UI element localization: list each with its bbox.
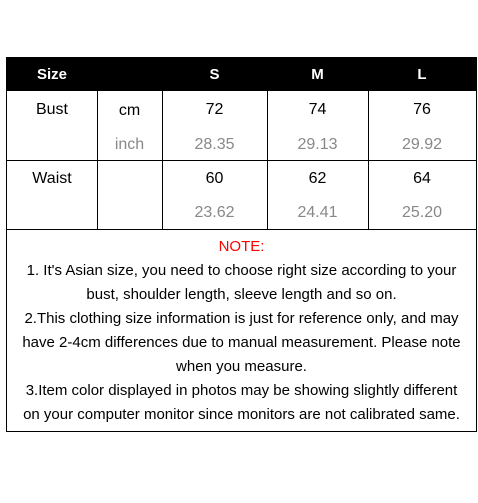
note-line: when you measure. [176, 358, 307, 375]
header-m: M [311, 66, 324, 83]
value-inch: 23.62 [194, 204, 235, 221]
value-inch: 24.41 [297, 204, 338, 221]
value-cm: 76 [413, 101, 431, 118]
value-inch: 25.20 [401, 204, 443, 221]
value-inch: 29.92 [401, 136, 443, 153]
note-line: 2.This clothing size information is just for reference only, and may [24, 310, 459, 327]
value-inch: 29.13 [297, 136, 338, 153]
row-label: Waist [32, 170, 72, 187]
note-title: NOTE: [218, 238, 265, 255]
table-header [7, 58, 476, 91]
header-s: S [209, 66, 220, 83]
header-l: L [417, 66, 427, 83]
value-cm: 60 [205, 170, 224, 187]
value-cm: 72 [205, 101, 224, 118]
value-cm: 62 [308, 170, 327, 187]
note-line: on your computer monitor since monitors are not calibrated same. [23, 406, 460, 423]
note-section [7, 230, 476, 427]
value-cm: 64 [413, 170, 431, 187]
note-line: have 2-4cm differences due to manual measurement. Please note [22, 334, 461, 351]
row-divider [7, 160, 476, 161]
note-line: bust, shoulder length, sleeve length and so on. [86, 286, 397, 303]
unit-inch: inch [114, 136, 145, 153]
value-inch: 28.35 [194, 136, 235, 153]
row-label: Bust [35, 101, 68, 118]
note-line: 3.Item color displayed in photos may be showing slightly different [25, 382, 458, 399]
note-line: 1. It's Asian size, you need to choose right size according to your [26, 262, 457, 279]
size-chart [6, 57, 477, 432]
unit-cm: cm [118, 102, 141, 119]
value-cm: 74 [308, 101, 327, 118]
header-size: Size [36, 66, 67, 83]
